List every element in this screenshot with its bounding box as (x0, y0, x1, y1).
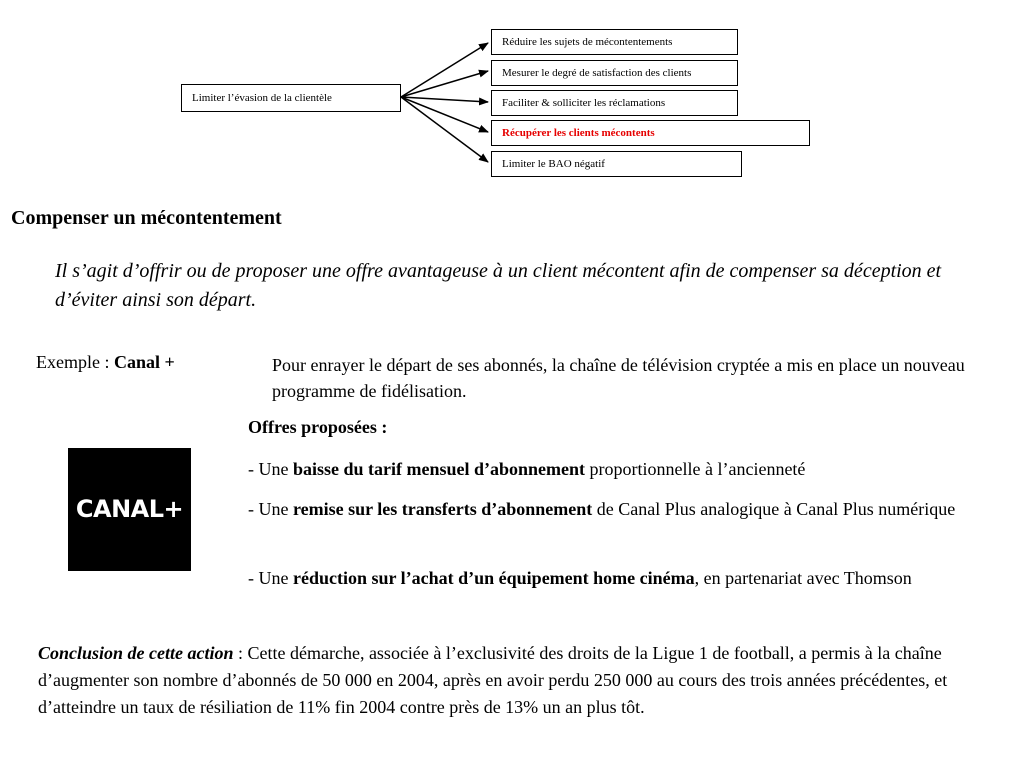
offer-item-2 (248, 496, 968, 523)
diagram-target-5: Limiter le BAO négatif (491, 151, 742, 177)
arrow-2 (401, 71, 488, 97)
offer-bold: baisse du tarif mensuel d’abonnement (292, 459, 586, 479)
offer-suffix: de Canal Plus analogique à Canal Plus numérique (592, 499, 956, 519)
section-intro: Il s’agit d’offrir ou de proposer une offre avantageuse à un client mécontent afin de compenser sa déception et d’éviter ainsi son départ. (55, 260, 942, 311)
logo-text: CANAL+ (75, 495, 184, 523)
arrow-1 (401, 43, 488, 97)
example-text: Pour enrayer le départ de ses abonnés, la chaîne de télévision cryptée a mis en place un nouveau programme de fidélisation. (272, 355, 965, 401)
offers-title: Offres proposées : (248, 417, 388, 437)
arrow-3 (401, 97, 488, 102)
section-title: Compenser un mécontentement (11, 207, 282, 229)
offer-bold: remise sur les transferts d’abonnement (292, 499, 593, 519)
offer-prefix: - Une (248, 568, 293, 588)
offer-item-3 (248, 565, 968, 592)
example-prefix: Exemple : (36, 352, 114, 372)
offer-suffix: , en partenariat avec Thomson (694, 568, 912, 588)
diagram-target-1: Réduire les sujets de mécontentements (491, 29, 738, 55)
offer-bold: réduction sur l’achat d’un équipement home cinéma (292, 568, 695, 588)
example-label (36, 352, 175, 373)
offer-prefix: - Une (248, 499, 293, 519)
offer-item-1 (248, 456, 968, 483)
diagram-source-box: Limiter l’évasion de la clientèle (181, 84, 401, 112)
offer-prefix: - Une (248, 459, 293, 479)
diagram-target-4-highlighted: Récupérer les clients mécontents (491, 120, 810, 146)
conclusion-text: : Cette démarche, associée à l’exclusivité des droits de la Ligue 1 de football, a permis à la chaîne d’augmenter son nombre d’abonnés de 50 000 en 2004, après en avoir perdu 250 000 au cours des trois années précédentes, et d’atteindre un taux de résiliation de 11% fin 2004 contre près de 13% un an plus tôt. (38, 643, 948, 717)
example-brand: Canal + (113, 352, 175, 372)
canal-plus-logo (68, 448, 191, 571)
arrow-5 (401, 97, 488, 162)
diagram-target-2: Mesurer le degré de satisfaction des clients (491, 60, 738, 86)
arrow-4 (401, 97, 488, 132)
conclusion-label: Conclusion de cette action (38, 643, 234, 663)
offer-suffix: proportionnelle à l’ancienneté (585, 459, 806, 479)
conclusion-paragraph (38, 640, 978, 721)
diagram-target-3: Faciliter & solliciter les réclamations (491, 90, 738, 116)
